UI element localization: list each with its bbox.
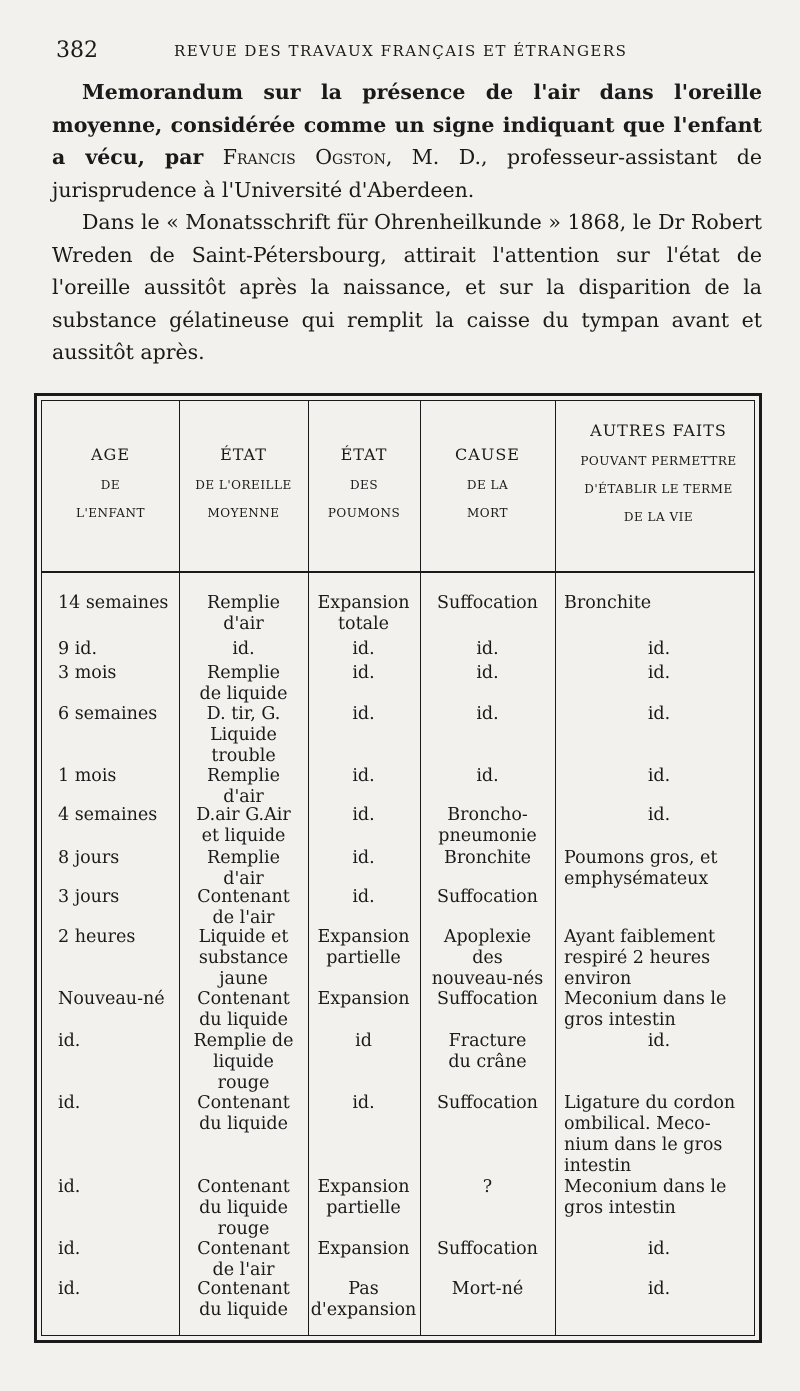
cell-cause <box>420 639 555 660</box>
header-oreille <box>179 401 308 571</box>
cell-poumons-line: id. <box>352 639 375 659</box>
cell-poumons-line: id. <box>352 1093 375 1113</box>
cell-autres <box>556 1031 762 1052</box>
cell-oreille <box>179 805 308 847</box>
cell-age-line: 4 semaines <box>58 805 158 825</box>
cell-age-line: 6 semaines <box>58 704 158 724</box>
cell-autres-line: nium dans le gros <box>564 1135 723 1155</box>
cell-cause <box>420 848 555 869</box>
cell-cause <box>420 805 555 847</box>
cell-poumons <box>308 848 419 869</box>
cell-oreille-line: du liquide <box>199 1198 288 1218</box>
cell-age-line: 1 mois <box>58 766 117 786</box>
cell-oreille-line: Liquide et <box>198 927 289 947</box>
header-autres-4: DE LA VIE <box>623 510 694 524</box>
page-header <box>56 38 760 68</box>
article-title-part1: Memorandum sur la présence de l'air dans l'oreille moyenne, considérée comme un signe indiquant que l'enfant a vécu, par <box>52 80 762 169</box>
cell-age-line: id. <box>58 1093 81 1113</box>
cell-poumons <box>308 663 419 684</box>
cell-poumons <box>308 639 419 660</box>
cell-cause-line: Bronchite <box>443 848 532 868</box>
cell-autres-line: id. <box>647 1239 671 1259</box>
header-age-1: AGE <box>90 445 130 464</box>
cell-oreille-line: Remplie de <box>193 1031 294 1051</box>
cell-poumons <box>308 704 419 725</box>
cell-poumons-line: id. <box>352 887 375 907</box>
cell-cause <box>420 1239 555 1260</box>
cell-cause-line: Suffocation <box>437 989 538 1009</box>
cell-oreille <box>179 989 308 1031</box>
cell-cause-line: id. <box>476 663 499 683</box>
cell-oreille-line: rouge <box>217 1219 270 1239</box>
cell-oreille-line: et liquide <box>201 826 286 846</box>
cell-autres <box>556 704 762 725</box>
cell-cause <box>420 927 555 990</box>
cell-age-line: id. <box>58 1177 81 1197</box>
cell-oreille-line: d'air <box>223 787 264 807</box>
cell-autres-line: Meconium dans le <box>564 989 727 1009</box>
cell-oreille-line: du liquide <box>199 1300 288 1320</box>
cell-poumons <box>308 887 419 908</box>
cell-oreille <box>179 766 308 808</box>
header-age-2: DE <box>100 478 121 492</box>
cell-cause-line: Suffocation <box>437 887 538 907</box>
cell-oreille-line: jaune <box>219 969 268 989</box>
cell-poumons-line: totale <box>338 614 389 634</box>
cell-oreille-line: Contenant <box>197 887 290 907</box>
cell-autres <box>556 639 762 660</box>
cell-poumons-line: id. <box>352 805 375 825</box>
cell-oreille-line: du liquide <box>199 1114 288 1134</box>
cell-age <box>44 989 178 1010</box>
cell-cause <box>420 593 555 614</box>
cell-oreille-line: Contenant <box>197 1239 290 1259</box>
header-oreille-3: MOYENNE <box>207 506 280 520</box>
header-poumons-2: DES <box>349 478 379 492</box>
cell-age <box>44 887 178 908</box>
cell-cause-line: du crâne <box>448 1052 527 1072</box>
article-title <box>52 76 762 206</box>
cell-poumons-line: Expansion <box>317 927 410 947</box>
header-oreille-2: DE L'OREILLE <box>195 478 292 492</box>
cell-oreille-line: D. tir, G. <box>206 704 281 724</box>
cell-age <box>44 593 178 614</box>
cell-poumons-line: Expansion <box>317 1239 410 1259</box>
cell-autres-line: environ <box>564 969 632 989</box>
cell-cause-line: id. <box>476 766 499 786</box>
cell-age-line: 9 id. <box>58 639 98 659</box>
cell-cause-line: Broncho- <box>447 805 528 825</box>
header-age-3: L'ENFANT <box>76 506 145 520</box>
cell-autres <box>556 593 762 614</box>
cell-autres <box>556 1239 762 1260</box>
cell-autres-line: Ligature du cordon <box>564 1093 736 1113</box>
cell-cause-line: ? <box>482 1177 493 1197</box>
header-poumons <box>308 401 420 571</box>
cell-cause-line: Suffocation <box>437 1239 538 1259</box>
cell-cause-line: Apoplexie <box>443 927 532 947</box>
cell-poumons <box>308 1279 419 1321</box>
cell-age-line: Nouveau-né <box>58 989 165 1009</box>
header-autres-1: AUTRES FAITS <box>590 421 727 440</box>
cell-cause-line: id. <box>476 639 499 659</box>
data-table <box>34 393 762 1343</box>
header-oreille-1: ÉTAT <box>220 445 267 464</box>
cell-age-line: 14 semaines <box>58 593 169 613</box>
cell-autres-line: id. <box>647 766 671 786</box>
cell-cause-line: Mort-né <box>451 1279 524 1299</box>
cell-poumons <box>308 805 419 826</box>
cell-autres-line: emphysémateux <box>564 869 709 889</box>
article-author: Francis Ogston <box>222 145 386 169</box>
cell-poumons <box>308 1093 419 1114</box>
cell-oreille-line: trouble <box>211 746 276 766</box>
cell-poumons <box>308 989 419 1010</box>
cell-oreille <box>179 1093 308 1135</box>
cell-poumons-line: id. <box>352 663 375 683</box>
header-cause-1: CAUSE <box>455 445 520 464</box>
cell-oreille-line: Remplie <box>207 766 280 786</box>
cell-poumons <box>308 927 419 969</box>
cell-poumons-line: Expansion <box>317 1177 410 1197</box>
cell-oreille <box>179 927 308 990</box>
cell-oreille-line: de l'air <box>212 908 275 928</box>
cell-autres <box>556 848 762 890</box>
cell-cause-line: nouveau-nés <box>431 969 544 989</box>
cell-oreille <box>179 1279 308 1321</box>
cell-cause-line: Suffocation <box>437 1093 538 1113</box>
cell-cause <box>420 1093 555 1114</box>
cell-oreille-line: Contenant <box>197 1279 290 1299</box>
cell-oreille <box>179 593 308 635</box>
cell-poumons-line: Expansion <box>317 989 410 1009</box>
cell-autres <box>556 805 762 826</box>
cell-oreille-line: Remplie <box>207 663 280 683</box>
cell-oreille-line: Contenant <box>197 1093 290 1113</box>
cell-age <box>44 1177 178 1198</box>
cell-oreille-line: D.air G.Air <box>196 805 291 825</box>
cell-cause <box>420 989 555 1010</box>
cell-poumons <box>308 766 419 787</box>
cell-oreille-line: d'air <box>223 614 264 634</box>
cell-cause-line: des <box>472 948 503 968</box>
cell-cause <box>420 766 555 787</box>
cell-autres-line: Poumons gros, et <box>564 848 718 868</box>
cell-age <box>44 805 178 826</box>
cell-age <box>44 663 178 684</box>
cell-age-line: 3 jours <box>58 887 120 907</box>
cell-poumons <box>308 1239 419 1260</box>
cell-poumons-line: id. <box>352 848 375 868</box>
cell-oreille <box>179 1177 308 1240</box>
header-cause-3: MORT <box>467 506 508 520</box>
header-autres-2: POUVANT PERMETTRE <box>580 454 737 468</box>
cell-age-line: 2 heures <box>58 927 136 947</box>
article-paragraph: Dans le « Monatsschrift für Ohrenheilkunde » 1868, le Dr Robert Wreden de Saint-Pétersbourg, attirait l'attention sur l'état de l'oreille aussitôt après la naissance, et sur la disparition de la substance gélatineuse qui remplit la caisse du tympan avant et aussitôt après. <box>52 210 762 364</box>
cell-cause-line: id. <box>476 704 499 724</box>
cell-poumons-line: id. <box>352 704 375 724</box>
cell-poumons <box>308 1177 419 1219</box>
cell-autres <box>556 927 762 990</box>
cell-cause <box>420 1279 555 1300</box>
cell-oreille <box>179 639 308 660</box>
page-number: 382 <box>56 38 98 63</box>
cell-oreille-line: rouge <box>217 1073 270 1093</box>
cell-age <box>44 704 178 725</box>
cell-cause <box>420 1177 555 1198</box>
cell-poumons-line: d'expansion <box>310 1300 417 1320</box>
cell-autres <box>556 989 762 1031</box>
cell-oreille-line: Contenant <box>197 1177 290 1197</box>
cell-poumons <box>308 593 419 635</box>
cell-oreille-line: de liquide <box>199 684 288 704</box>
cell-age <box>44 1279 178 1300</box>
cell-poumons-line: Pas <box>348 1279 379 1299</box>
cell-oreille-line: liquide <box>213 1052 274 1072</box>
cell-autres-line: id. <box>647 639 671 659</box>
cell-oreille-line: id. <box>232 639 255 659</box>
header-poumons-1: ÉTAT <box>340 445 388 464</box>
cell-oreille-line: substance <box>198 948 289 968</box>
cell-oreille-line: du liquide <box>199 1010 288 1030</box>
header-age <box>42 401 179 571</box>
header-poumons-3: POUMONS <box>327 506 401 520</box>
cell-age-line: id. <box>58 1279 81 1299</box>
cell-oreille-line: d'air <box>223 869 264 889</box>
cell-oreille-line: Contenant <box>197 989 290 1009</box>
cell-autres-line: intestin <box>564 1156 632 1176</box>
cell-autres <box>556 1093 762 1177</box>
cell-autres-line: Meconium dans le <box>564 1177 727 1197</box>
cell-poumons-line: partielle <box>326 948 401 968</box>
cell-oreille-line: Remplie <box>207 593 280 613</box>
cell-oreille-line: Remplie <box>207 848 280 868</box>
cell-cause <box>420 663 555 684</box>
cell-autres <box>556 1177 762 1219</box>
cell-autres-line: gros intestin <box>564 1198 676 1218</box>
cell-poumons-line: id. <box>352 766 375 786</box>
cell-autres-line: respiré 2 heures <box>564 948 711 968</box>
cell-poumons-line: partielle <box>326 1198 401 1218</box>
article-title-part2: , M. D., professeur-assistant de jurisprudence à l'Université d'Aberdeen. <box>52 145 762 202</box>
running-title: REVUE DES TRAVAUX FRANÇAIS ET ÉTRANGERS <box>174 42 628 60</box>
cell-age <box>44 766 178 787</box>
cell-age <box>44 1239 178 1260</box>
cell-age <box>44 848 178 869</box>
cell-autres-line: Bronchite <box>564 593 652 613</box>
header-autres <box>555 401 762 571</box>
cell-age-line: id. <box>58 1239 81 1259</box>
header-rule <box>42 571 754 573</box>
cell-oreille <box>179 887 308 929</box>
cell-cause <box>420 887 555 908</box>
cell-autres <box>556 766 762 787</box>
cell-oreille <box>179 1239 308 1281</box>
cell-autres-line: gros intestin <box>564 1010 676 1030</box>
cell-poumons-line: id <box>355 1031 372 1051</box>
cell-oreille-line: de l'air <box>212 1260 275 1280</box>
article-text <box>52 76 762 369</box>
cell-cause <box>420 704 555 725</box>
cell-autres-line: Ayant faiblement <box>564 927 716 947</box>
cell-autres-line: id. <box>647 704 671 724</box>
cell-age <box>44 1031 178 1052</box>
cell-oreille <box>179 848 308 890</box>
cell-age <box>44 1093 178 1114</box>
header-cause-2: DE LA <box>466 478 509 492</box>
cell-oreille <box>179 704 308 767</box>
cell-age-line: 8 jours <box>58 848 120 868</box>
header-autres-3: D'ÉTABLIR LE TERME <box>584 482 733 496</box>
cell-poumons <box>308 1031 419 1052</box>
cell-autres-line: id. <box>647 1031 671 1051</box>
cell-oreille <box>179 1031 308 1094</box>
cell-age-line: id. <box>58 1031 81 1051</box>
cell-cause-line: Fracture <box>448 1031 527 1051</box>
cell-autres <box>556 1279 762 1300</box>
cell-cause-line: pneumonie <box>438 826 537 846</box>
header-cause <box>420 401 555 571</box>
cell-poumons-line: Expansion <box>317 593 410 613</box>
cell-autres-line: id. <box>647 1279 671 1299</box>
cell-cause-line: Suffocation <box>437 593 538 613</box>
cell-age <box>44 927 178 948</box>
cell-autres-line: id. <box>647 805 671 825</box>
cell-autres-line: id. <box>647 663 671 683</box>
cell-autres <box>556 663 762 684</box>
cell-oreille <box>179 663 308 705</box>
cell-age-line: 3 mois <box>58 663 117 683</box>
cell-cause <box>420 1031 555 1073</box>
cell-age <box>44 639 178 660</box>
cell-autres-line: ombilical. Meco- <box>564 1114 711 1134</box>
cell-oreille-line: Liquide <box>210 725 277 745</box>
table-inner <box>41 400 755 1336</box>
